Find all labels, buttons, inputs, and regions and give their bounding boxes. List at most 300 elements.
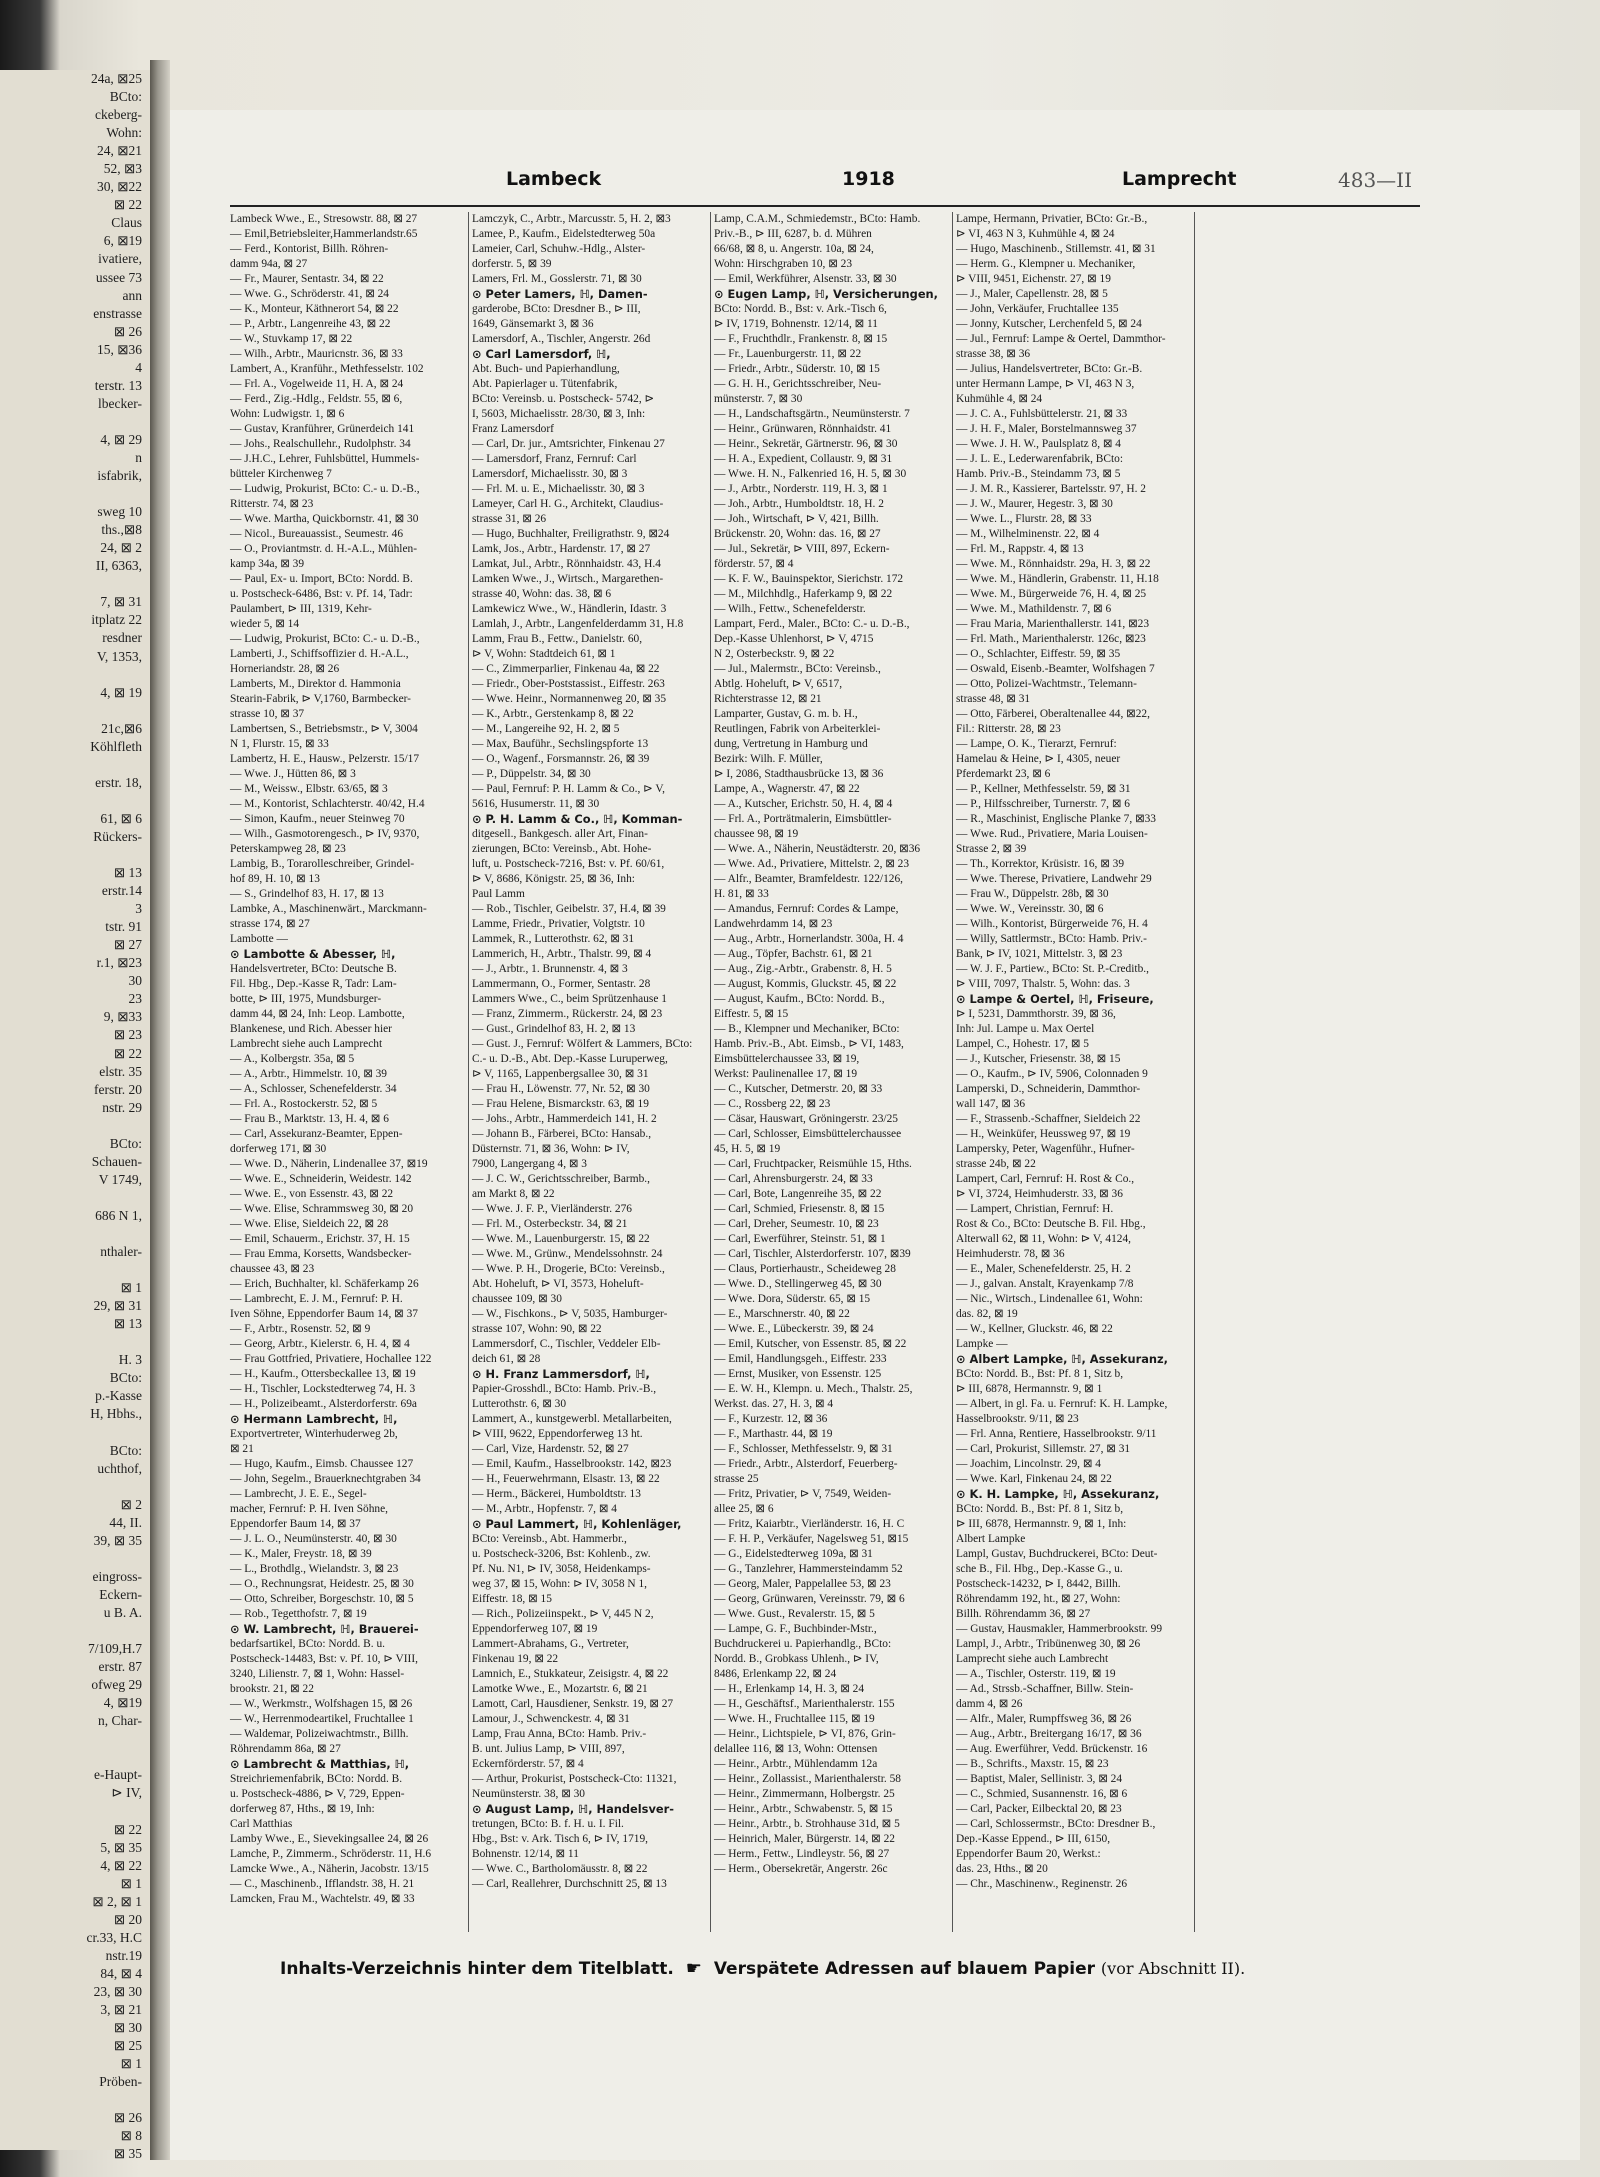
directory-entry-line: — Hugo, Kaufm., Eimsb. Chaussee 127 — [230, 1458, 414, 1470]
directory-entry-line: Lampe, A., Wagnerstr. 47, ⊠ 22 — [714, 783, 860, 795]
directory-entry-line: — Fritz, Kaiarbtr., Vierländerstr. 16, H. C — [714, 1518, 905, 1530]
directory-entry-line: — E., Maler, Schenefelderstr. 25, H. 2 — [956, 1263, 1131, 1275]
left-page-line: elstr. 35 — [99, 1063, 142, 1079]
directory-entry-line: allee 25, ⊠ 6 — [714, 1503, 774, 1515]
left-page-line: ofweg 29 — [91, 1677, 142, 1693]
directory-entry-line: — Max, Bauführ., Sechslingspforte 13 — [472, 738, 649, 750]
directory-entry-line: am Markt 8, ⊠ 22 — [472, 1188, 555, 1200]
directory-entry-line: Paulambert, ⊳ III, 1319, Kehr- — [230, 603, 372, 615]
left-page-line: 30, ⊠22 — [96, 179, 142, 195]
directory-entry-line: — M., Wilhelminenstr. 22, ⊠ 4 — [956, 528, 1100, 540]
left-page-line: resdner — [102, 630, 142, 646]
left-page-line: ⊳ IV, — [111, 1785, 142, 1801]
directory-entry-line: dung, Vertretung in Hamburg und — [714, 738, 868, 750]
directory-entry-line: Abtlg. Hoheluft, ⊳ V, 6517, — [714, 678, 843, 690]
directory-entry-line: chaussee 109, ⊠ 30 — [472, 1293, 562, 1305]
directory-entry-line: — J. L. E., Lederwarenfabrik, BCto: — [956, 453, 1124, 465]
directory-entry-line: Stearin-Fabrik, ⊳ V,1760, Barmbecker- — [230, 693, 411, 705]
left-page-line: 30 — [128, 973, 142, 989]
left-page-line: 23, ⊠ 30 — [93, 1983, 142, 1999]
directory-entry-line: Landwehrdamm 14, ⊠ 23 — [714, 918, 833, 930]
directory-entry-line: Heimhuderstr. 78, ⊠ 36 — [956, 1248, 1065, 1260]
directory-entry-line: — Heinr., Arbtr., Mühlendamm 12a — [714, 1758, 878, 1770]
directory-entry-line: kamp 34a, ⊠ 39 — [230, 558, 305, 570]
directory-entry-line: Werkst: Paulinenallee 17, ⊠ 19 — [714, 1068, 858, 1080]
directory-entry-line: — Frau H., Löwenstr. 77, Nr. 52, ⊠ 30 — [472, 1083, 650, 1095]
directory-entry-line: — F., Strassenb.-Schaffner, Sieldeich 22 — [956, 1113, 1141, 1125]
directory-entry-line: 8486, Erlenkamp 22, ⊠ 24 — [714, 1668, 837, 1680]
directory-entry-line: Lampersky, Peter, Wagenführ., Hufner- — [956, 1143, 1135, 1155]
directory-entry-line: — Emil, Werkführer, Alsenstr. 33, ⊠ 30 — [714, 273, 897, 285]
directory-entry-line: Handelsvertreter, BCto: Deutsche B. — [230, 963, 397, 975]
directory-entry-line: — Wwe. M., Grünw., Mendelssohnstr. 24 — [472, 1248, 663, 1260]
left-page-line: ⊠ 25 — [113, 2038, 142, 2054]
directory-firm-entry: ⊙ Lambrecht & Matthias, ℍ, — [230, 1757, 410, 1771]
directory-entry-line: ⊳ VIII, 9451, Eichenstr. 27, ⊠ 19 — [956, 273, 1111, 285]
directory-entry-line: Lampl, Gustav, Buchdruckerei, BCto: Deut- — [956, 1548, 1158, 1560]
directory-entry-line: Lammermann, O., Former, Sentastr. 28 — [472, 978, 651, 990]
directory-entry-line: — Carl, Ahrensburgerstr. 24, ⊠ 33 — [714, 1173, 873, 1185]
directory-entry-line: Eiffestr. 5, ⊠ 15 — [714, 1008, 789, 1020]
directory-entry-line: — M., Arbtr., Hopfenstr. 7, ⊠ 4 — [472, 1503, 617, 1515]
directory-entry-line: — K., Monteur, Käthnerort 54, ⊠ 22 — [230, 303, 399, 315]
directory-entry-line: — Wilh., Kontorist, Bürgerweide 76, H. 4 — [956, 918, 1148, 930]
directory-entry-line: Eppendorferweg 107, ⊠ 19 — [472, 1623, 598, 1635]
left-page-line: r.1, ⊠23 — [96, 955, 142, 971]
directory-entry-line: Lambertsen, S., Betriebsmstr., ⊳ V, 3004 — [230, 723, 418, 735]
directory-entry-line: brookstr. 21, ⊠ 22 — [230, 1683, 314, 1695]
directory-entry-line: Exportvertreter, Winterhuderweg 2b, — [230, 1428, 398, 1440]
left-page-line: II, 6363, — [95, 558, 142, 574]
directory-entry-line: Röhrendamm 192, ht., ⊠ 27, Wohn: — [956, 1593, 1121, 1605]
directory-entry-line: Lampke — — [956, 1338, 1008, 1350]
left-page-line: 29, ⊠ 31 — [93, 1298, 142, 1314]
directory-entry-line: — H., Feuerwehrmann, Elsastr. 13, ⊠ 22 — [472, 1473, 660, 1485]
column-divider — [468, 212, 469, 1932]
directory-entry-line: — Frau Helene, Bismarckstr. 63, ⊠ 19 — [472, 1098, 649, 1110]
directory-entry-line: ⊳ VIII, 7097, Thalstr. 5, Wohn: das. 3 — [956, 978, 1130, 990]
left-page-line: 61, ⊠ 6 — [100, 810, 142, 826]
directory-entry-line: — Aug. Ewerführer, Vedd. Brückenstr. 16 — [956, 1743, 1148, 1755]
directory-entry-line: Lambeck Wwe., E., Stresowstr. 88, ⊠ 27 — [230, 213, 418, 225]
directory-entry-line: u. Postscheck-4886, ⊳ V, 729, Eppen- — [230, 1788, 405, 1800]
directory-entry-line: — J. C. A., Fuhlsbüttelerstr. 21, ⊠ 33 — [956, 408, 1128, 420]
directory-entry-line: — Friedr., Arbtr., Alsterdorf, Feuerberg- — [714, 1458, 898, 1470]
directory-entry-line: Lampert, Carl, Fernruf: H. Rost & Co., — [956, 1173, 1135, 1185]
left-page-line: 9, ⊠33 — [103, 1009, 142, 1025]
directory-entry-line: luft, u. Postscheck-7216, Bst: v. Pf. 60/61, — [472, 858, 665, 870]
left-page-line — [0, 792, 150, 810]
directory-entry-line: Lamnich, E., Stukkateur, Zeisigstr. 4, ⊠ 22 — [472, 1668, 669, 1680]
directory-entry-line: — O., Proviantmstr. d. H.-A.L., Mühlen- — [230, 543, 417, 555]
directory-entry-line: — Joh., Wirtschaft, ⊳ V, 421, Billh. — [714, 513, 879, 525]
directory-entry-line: Neumünsterstr. 38, ⊠ 30 — [472, 1788, 585, 1800]
left-page-line — [0, 1333, 150, 1351]
directory-entry-line: — Lamersdorf, Franz, Fernruf: Carl — [472, 453, 637, 465]
directory-entry-line: — Joh., Arbtr., Humboldtstr. 18, H. 2 — [714, 498, 884, 510]
directory-entry-line: Lameier, Carl, Schuhw.-Hdlg., Alster- — [472, 243, 646, 255]
column-divider — [710, 212, 711, 1932]
directory-firm-entry: ⊙ Lambotte & Abesser, ℍ, — [230, 947, 396, 961]
directory-entry-line: — Frau W., Düppelstr. 28b, ⊠ 30 — [956, 888, 1109, 900]
directory-entry-line: — Ludwig, Prokurist, BCto: C.- u. D.-B., — [230, 633, 420, 645]
directory-entry-line: Buchdruckerei u. Papierhandlg., BCto: — [714, 1638, 892, 1650]
directory-entry-line: — Carl, Schmied, Friesenstr. 8, ⊠ 15 — [714, 1203, 885, 1215]
left-page-line: erstr. 87 — [98, 1659, 142, 1675]
directory-entry-line: — Paul, Ex- u. Import, BCto: Nordd. B. — [230, 573, 413, 585]
directory-entry-line: — J., Kutscher, Friesenstr. 38, ⊠ 15 — [956, 1053, 1121, 1065]
directory-entry-line: — J. L. O., Neumünsterstr. 40, ⊠ 30 — [230, 1533, 397, 1545]
directory-entry-line: I, 5603, Michaelisstr. 28/30, ⊠ 3, Inh: — [472, 408, 646, 420]
directory-entry-line: Dep.-Kasse Eppend., ⊳ III, 6150, — [956, 1833, 1111, 1845]
header-last-entry: Lamprecht — [1122, 168, 1237, 190]
directory-entry-line: — J. M. R., Kassierer, Bartelsstr. 97, H. 2 — [956, 483, 1147, 495]
directory-entry-line: — J. W., Maurer, Hegestr. 3, ⊠ 30 — [956, 498, 1113, 510]
directory-entry-line: Streichriemenfabrik, BCto: Nordd. B. — [230, 1773, 403, 1785]
directory-entry-line: — O., Schlachter, Eiffestr. 59, ⊠ 35 — [956, 648, 1121, 660]
directory-entry-line: — Rob., Tegetthofstr. 7, ⊠ 19 — [230, 1608, 367, 1620]
directory-entry-line: — Emil, Schauerm., Erichstr. 37, H. 15 — [230, 1233, 410, 1245]
directory-entry-line: ⊳ V, 1165, Lappenbergsallee 30, ⊠ 31 — [472, 1068, 649, 1080]
left-page-line — [0, 1622, 150, 1640]
directory-entry-line: Lammek, R., Lutterothstr. 62, ⊠ 31 — [472, 933, 635, 945]
directory-entry-line: — Emil, Kutscher, von Essenstr. 85, ⊠ 22 — [714, 1338, 907, 1350]
directory-entry-line: — Wilh., Gasmotorengesch., ⊳ IV, 9370, — [230, 828, 420, 840]
left-page-line: enstrasse — [93, 305, 142, 321]
directory-entry-line: Fil.: Ritterstr. 28, ⊠ 23 — [956, 723, 1061, 735]
directory-entry-line: Eimsbüttelerchaussee 33, ⊠ 19, — [714, 1053, 860, 1065]
directory-entry-line: — H., Geschäftsf., Marienthalerstr. 155 — [714, 1698, 895, 1710]
directory-entry-line: — Waldemar, Polizeiwachtmstr., Billh. — [230, 1728, 409, 1740]
directory-entry-line: — F., Schlosser, Methfesselstr. 9, ⊠ 31 — [714, 1443, 893, 1455]
directory-entry-line: — Franz, Zimmerm., Rückerstr. 24, ⊠ 23 — [472, 1008, 663, 1020]
directory-column-5 — [1198, 212, 1424, 1942]
directory-entry-line: Inh: Jul. Lampe u. Max Oertel — [956, 1023, 1095, 1035]
directory-entry-line: Lamp, Frau Anna, BCto: Hamb. Priv.- — [472, 1728, 647, 1740]
directory-entry-line: — A., Tischler, Osterstr. 119, ⊠ 19 — [956, 1668, 1116, 1680]
directory-entry-line: — Frl. M. u. E., Michaelisstr. 30, ⊠ 3 — [472, 483, 645, 495]
directory-entry-line: — Lampe, G. F., Buchbinder-Mstr., — [714, 1623, 877, 1635]
directory-entry-line: Eiffestr. 18, ⊠ 15 — [472, 1593, 552, 1605]
left-page-line: ⊠ 30 — [113, 2020, 142, 2036]
left-page-line — [0, 1803, 150, 1821]
directory-entry-line: tretungen, BCto: B. f. H. u. I. Fil. — [472, 1818, 624, 1830]
directory-entry-line: — Heinr., Zollassist., Marienthalerstr. 58 — [714, 1773, 901, 1785]
left-page-line: e-Haupt- — [94, 1767, 142, 1783]
left-page-line: 7/109,H.7 — [88, 1641, 142, 1657]
column-divider — [1194, 212, 1195, 1932]
directory-entry-line: — Carl, Dr. jur., Amtsrichter, Finkenau 27 — [472, 438, 665, 450]
directory-entry-line: delallee 116, ⊠ 13, Wohn: Ottensen — [714, 1743, 878, 1755]
directory-entry-line: Lamlah, J., Arbtr., Langenfelderdamm 31, H.8 — [472, 618, 684, 630]
directory-entry-line: zierungen, BCto: Vereinsb., Abt. Hohe- — [472, 843, 652, 855]
directory-entry-line: Wohn: Ludwigstr. 1, ⊠ 6 — [230, 408, 345, 420]
directory-entry-line: — Otto, Schreiber, Borgeschstr. 10, ⊠ 5 — [230, 1593, 414, 1605]
directory-entry-line: Pferdemarkt 23, ⊠ 6 — [956, 768, 1051, 780]
directory-entry-line: BCto: Nordd. B., Bst: Pf. 8 1, Sitz b, — [956, 1503, 1124, 1515]
page-header — [230, 168, 1430, 202]
directory-entry-line: strasse 40, Wohn: das. 38, ⊠ 6 — [472, 588, 612, 600]
left-page-line: Rückers- — [93, 828, 142, 844]
directory-entry-line: — Wwe. M., Händlerin, Grabenstr. 11, H.18 — [956, 573, 1159, 585]
left-page-line: H, Hbhs., — [90, 1406, 142, 1422]
directory-entry-line: Wohn: Hirschgraben 10, ⊠ 23 — [714, 258, 853, 270]
directory-entry-line: — Wwe. P. H., Drogerie, BCto: Vereinsb., — [472, 1263, 665, 1275]
directory-entry-line: — Joachim, Lincolnstr. 29, ⊠ 4 — [956, 1458, 1101, 1470]
directory-entry-line: Düsternstr. 71, ⊠ 36, Wohn: ⊳ IV, — [472, 1143, 630, 1155]
left-page-line — [0, 485, 150, 503]
directory-entry-line: — John, Verkäufer, Fruchtallee 135 — [956, 303, 1119, 315]
directory-entry-line: — M., Langereihe 92, H. 2, ⊠ 5 — [472, 723, 620, 735]
directory-entry-line: garderobe, BCto: Dresdner B., ⊳ III, — [472, 303, 641, 315]
left-page-line: Claus — [111, 215, 142, 231]
directory-entry-line: Lamby Wwe., E., Sievekingsallee 24, ⊠ 26 — [230, 1833, 429, 1845]
directory-entry-line: Horneriandstr. 28, ⊠ 26 — [230, 663, 340, 675]
directory-entry-line: — W., Fischkons., ⊳ V, 5035, Hamburger- — [472, 1308, 668, 1320]
directory-entry-line: strasse 174, ⊠ 27 — [230, 918, 310, 930]
left-page-line: 52, ⊠3 — [103, 161, 142, 177]
directory-entry-line: — Wwe. E., Lübeckerstr. 39, ⊠ 24 — [714, 1323, 874, 1335]
directory-entry-line: — Herm. G., Klempner u. Mechaniker, — [956, 258, 1136, 270]
directory-entry-line: ⊳ III, 6878, Hermannstr. 9, ⊠ 1 — [956, 1383, 1103, 1395]
directory-entry-line: Hbg., Bst: v. Ark. Tisch 6, ⊳ IV, 1719, — [472, 1833, 649, 1845]
directory-entry-line: — K. F. W., Bauinspektor, Sierichstr. 172 — [714, 573, 904, 585]
page-fold — [150, 60, 170, 2160]
left-page-line: ivatiere, — [98, 251, 142, 267]
directory-entry-line: — Ferd., Kontorist, Billh. Röhren- — [230, 243, 389, 255]
directory-entry-line: — Fritz, Privatier, ⊳ V, 7549, Weiden- — [714, 1488, 892, 1500]
directory-entry-line: — Erich, Buchhalter, kl. Schäferkamp 26 — [230, 1278, 419, 1290]
directory-entry-line: — Paul, Fernruf: P. H. Lamm & Co., ⊳ V, — [472, 783, 665, 795]
directory-entry-line: — Wilh., Arbtr., Mauricnstr. 36, ⊠ 33 — [230, 348, 403, 360]
left-page-line: ⊠ 2 — [120, 1496, 142, 1512]
directory-entry-line: strasse 38, ⊠ 36 — [956, 348, 1031, 360]
directory-entry-line: BCto: Vereinsb. u. Postscheck- 5742, ⊳ — [472, 393, 655, 405]
directory-entry-line: — Nic., Wirtsch., Lindenallee 61, Wohn: — [956, 1293, 1143, 1305]
left-page-line: 6, ⊠19 — [103, 233, 142, 249]
directory-entry-line: — Chr., Maschinenw., Reginenstr. 26 — [956, 1878, 1128, 1890]
left-page-line: ⊠ 20 — [113, 1911, 142, 1927]
left-page-line: 44, II. — [109, 1514, 142, 1530]
directory-entry-line: Fil. Hbg., Dep.-Kasse R, Tadr: Lam- — [230, 978, 397, 990]
left-page-line: BCto: — [109, 1442, 142, 1458]
directory-entry-line: Postscheck-14483, Bst: v. Pf. 10, ⊳ VIII, — [230, 1653, 418, 1665]
directory-entry-line: BCto: Nordd. B., Bst: v. Ark.-Tisch 6, — [714, 303, 887, 315]
directory-entry-line: dorferweg 87, Hths., ⊠ 19, Inh: — [230, 1803, 375, 1815]
left-page-line: ⊠ 8 — [120, 2128, 142, 2144]
left-page-line: 3 — [135, 901, 142, 917]
left-page-line: uchthof, — [97, 1460, 142, 1476]
directory-entry-line: Lameyer, Carl H. G., Architekt, Claudius- — [472, 498, 664, 510]
directory-entry-line: — Johann B., Färberei, BCto: Hansab., — [472, 1128, 652, 1140]
left-page-line: ⊠ 35 — [113, 2146, 142, 2162]
directory-entry-line: — Jul., Fernruf: Lampe & Oertel, Dammthor- — [956, 333, 1166, 345]
left-page-line: cr.33, H.C — [86, 1929, 142, 1945]
directory-entry-line: — Oswald, Eisenb.-Beamter, Wolfshagen 7 — [956, 663, 1155, 675]
left-page-line — [0, 1748, 150, 1766]
directory-entry-line: — H., Tischler, Lockstedterweg 74, H. 3 — [230, 1383, 416, 1395]
directory-entry-line: — Carl, Ewerführer, Steinstr. 51, ⊠ 1 — [714, 1233, 886, 1245]
directory-firm-entry: ⊙ August Lamp, ℍ, Handelsver- — [472, 1802, 674, 1816]
directory-entry-line: — J., Maler, Capellenstr. 28, ⊠ 5 — [956, 288, 1108, 300]
left-page-line: Wohn: — [106, 125, 142, 141]
directory-entry-line: Billh. Röhrendamm 36, ⊠ 27 — [956, 1608, 1091, 1620]
directory-entry-line: — Amandus, Fernruf: Cordes & Lampe, — [714, 903, 899, 915]
directory-entry-line: — Georg, Arbtr., Kielerstr. 6, H. 4, ⊠ 4 — [230, 1338, 410, 1350]
directory-entry-line: — F., Marthastr. 44, ⊠ 19 — [714, 1428, 833, 1440]
directory-entry-line: Abt. Papierlager u. Tütenfabrik, — [472, 378, 618, 390]
directory-entry-line: deich 61, ⊠ 28 — [472, 1353, 541, 1365]
directory-entry-line: — A., Kutscher, Erichstr. 50, H. 4, ⊠ 4 — [714, 798, 893, 810]
footer-section-note: (vor Abschnitt II). — [1100, 1959, 1246, 1978]
directory-entry-line: Eppendorfer Baum 14, ⊠ 37 — [230, 1518, 361, 1530]
directory-entry-line: N 1, Flurstr. 15, ⊠ 33 — [230, 738, 329, 750]
directory-entry-line: — Frl. A., Vogelweide 11, H. A, ⊠ 24 — [230, 378, 404, 390]
directory-entry-line: macher, Fernruf: P. H. Iven Söhne, — [230, 1503, 389, 1515]
directory-entry-line: unter Hermann Lampe, ⊳ VI, 463 N 3, — [956, 378, 1135, 390]
directory-entry-line: — J., Arbtr., 1. Brunnenstr. 4, ⊠ 3 — [472, 963, 628, 975]
directory-entry-line: — Frl. M., Osterbeckstr. 34, ⊠ 21 — [472, 1218, 628, 1230]
directory-entry-line: — Gustav, Kranführer, Grünerdeich 141 — [230, 423, 415, 435]
directory-firm-entry: ⊙ H. Franz Lammersdorf, ℍ, — [472, 1367, 650, 1381]
directory-entry-line: — Nicol., Bureauassist., Seumestr. 46 — [230, 528, 404, 540]
directory-entry-line: Lamcken, Frau M., Wachtelstr. 49, ⊠ 33 — [230, 1893, 415, 1905]
directory-entry-line: — Wwe. G., Schröderstr. 41, ⊠ 24 — [230, 288, 389, 300]
directory-entry-line: BCto: Vereinsb., Abt. Hammerbr., — [472, 1533, 627, 1545]
directory-entry-line: Nordd. B., Grobkass Uhlenh., ⊳ IV, — [714, 1653, 879, 1665]
directory-entry-line: Lammert-Abrahams, G., Vertreter, — [472, 1638, 629, 1650]
directory-entry-line: Ritterstr. 74, ⊠ 23 — [230, 498, 314, 510]
directory-entry-line: strasse 24b, ⊠ 22 — [956, 1158, 1036, 1170]
directory-entry-line: ⊳ V, Wohn: Stadtdeich 61, ⊠ 1 — [472, 648, 616, 660]
left-page-line — [0, 1225, 150, 1243]
directory-entry-line: — E. W. H., Klempn. u. Mech., Thalstr. 25, — [714, 1383, 913, 1395]
directory-entry-line: — J.H.C., Lehrer, Fuhlsbüttel, Hummels- — [230, 453, 420, 465]
left-page-fragment — [0, 70, 152, 2162]
left-page-line — [0, 2091, 150, 2109]
directory-entry-line: das. 82, ⊠ 19 — [956, 1308, 1018, 1320]
left-page-line: ⊠ 26 — [113, 2110, 142, 2126]
directory-entry-line: wall 147, ⊠ 36 — [956, 1098, 1026, 1110]
directory-entry-line: Alterwall 62, ⊠ 11, Wohn: ⊳ V, 4124, — [956, 1233, 1132, 1245]
left-page-line: 3, ⊠ 21 — [100, 2002, 142, 2018]
directory-entry-line: B. unt. Julius Lamp, ⊳ VIII, 897, — [472, 1743, 625, 1755]
directory-entry-line: strasse 31, ⊠ 26 — [472, 513, 547, 525]
directory-entry-line: — Lampe, O. K., Tierarzt, Fernruf: — [956, 738, 1117, 750]
left-page-line: ⊠ 22 — [113, 1045, 142, 1061]
left-page-line: ⊠ 22 — [113, 197, 142, 213]
directory-column-2 — [472, 212, 698, 1942]
directory-entry-line: Priv.-B., ⊳ III, 6287, b. d. Mühren — [714, 228, 872, 240]
directory-entry-line: — M., Weissw., Elbstr. 63/65, ⊠ 3 — [230, 783, 388, 795]
directory-entry-line: — J., Arbtr., Norderstr. 119, H. 3, ⊠ 1 — [714, 483, 888, 495]
directory-entry-line: Paul Lamm — [472, 888, 525, 900]
directory-entry-line: — Frau Gottfried, Privatiere, Hochallee 122 — [230, 1353, 432, 1365]
directory-entry-line: — W., Herrenmodeartikel, Fruchtallee 1 — [230, 1713, 414, 1725]
left-page-line: 24a, ⊠25 — [90, 71, 142, 86]
directory-entry-line: — Emil, Kaufm., Hasselbrookstr. 142, ⊠23 — [472, 1458, 672, 1470]
directory-entry-line: — L., Brothdlg., Wielandstr. 3, ⊠ 23 — [230, 1563, 399, 1575]
directory-entry-line: — Aug., Arbtr., Hornerlandstr. 300a, H. 4 — [714, 933, 904, 945]
directory-entry-line: u. Postscheck-3206, Bst: Kohlenb., zw. — [472, 1548, 651, 1560]
directory-entry-line: Peterskampweg 28, ⊠ 23 — [230, 843, 346, 855]
directory-entry-line: — Ferd., Zig.-Hdlg., Feldstr. 55, ⊠ 6, — [230, 393, 403, 405]
directory-entry-line: — Wwe. J. H. W., Paulsplatz 8, ⊠ 4 — [956, 438, 1121, 450]
left-page-line: 4, ⊠19 — [103, 1695, 142, 1711]
directory-entry-line: — Lambrecht, E. J. M., Fernruf: P. H. — [230, 1293, 403, 1305]
left-page-line: ckeberg- — [95, 107, 142, 123]
directory-entry-line: — Wwe. J. F. P., Vierländerstr. 276 — [472, 1203, 632, 1215]
directory-entry-line: — C., Zimmerparlier, Finkenau 4a, ⊠ 22 — [472, 663, 660, 675]
left-page-line: 15, ⊠36 — [96, 341, 142, 357]
directory-entry-line: — M., Kontorist, Schlachterstr. 40/42, H.4 — [230, 798, 425, 810]
left-page-line: tstr. 91 — [105, 919, 142, 935]
directory-entry-line: Lambrecht siehe auch Lamprecht — [230, 1038, 383, 1050]
directory-entry-line: — Georg, Grünwaren, Vereinsstr. 79, ⊠ 6 — [714, 1593, 905, 1605]
directory-entry-line: chaussee 43, ⊠ 23 — [230, 1263, 315, 1275]
directory-entry-line: — Johs., Arbtr., Hammerdeich 141, H. 2 — [472, 1113, 657, 1125]
left-page-line: ⊠ 27 — [113, 937, 142, 953]
directory-entry-line: Carl Matthias — [230, 1818, 293, 1830]
left-page-line: nstr.19 — [105, 1947, 142, 1963]
directory-entry-line: damm 94a, ⊠ 27 — [230, 258, 308, 270]
directory-entry-line: münsterstr. 7, ⊠ 30 — [714, 393, 803, 405]
directory-entry-line: Lambke, A., Maschinenwärt., Marckmann- — [230, 903, 427, 915]
directory-entry-line: H. 81, ⊠ 33 — [714, 888, 769, 900]
directory-entry-line: Hasselbrookstr. 9/11, ⊠ 23 — [956, 1413, 1079, 1425]
directory-entry-line: — Carl, Schlossermstr., BCto: Dresdner B., — [956, 1818, 1156, 1830]
directory-entry-line: dorferweg 171, ⊠ 30 — [230, 1143, 327, 1155]
directory-entry-line: — J. H. F., Maler, Borstelmannsweg 37 — [956, 423, 1137, 435]
directory-firm-entry: ⊙ K. H. Lampke, ℍ, Assekuranz, — [956, 1487, 1160, 1501]
directory-entry-line: Lamche, P., Zimmerm., Schröderstr. 11, H.6 — [230, 1848, 432, 1860]
left-page-line: Pröben- — [99, 2074, 142, 2090]
header-year: 1918 — [842, 168, 895, 190]
directory-entry-line: Bezirk: Wilh. F. Müller, — [714, 753, 823, 765]
directory-entry-line: — Aug., Arbtr., Breitergang 16/17, ⊠ 36 — [956, 1728, 1142, 1740]
directory-entry-line: — Jul., Sekretär, ⊳ VIII, 897, Eckern- — [714, 543, 890, 555]
directory-entry-line: — W., Kellner, Gluckstr. 46, ⊠ 22 — [956, 1323, 1113, 1335]
directory-entry-line: strasse 107, Wohn: 90, ⊠ 22 — [472, 1323, 602, 1335]
directory-entry-line: — Th., Korrektor, Krüsistr. 16, ⊠ 39 — [956, 858, 1125, 870]
left-page-line: u B. A. — [103, 1604, 142, 1620]
directory-entry-line: Lamk, Jos., Arbtr., Hardenstr. 17, ⊠ 27 — [472, 543, 651, 555]
directory-entry-line: — Carl, Assekuranz-Beamter, Eppen- — [230, 1128, 403, 1140]
directory-entry-line: — P., Hilfsschreiber, Turnerstr. 7, ⊠ 6 — [956, 798, 1130, 810]
directory-entry-line: — Wwe. A., Näherin, Neustädterstr. 20, ⊠36 — [714, 843, 921, 855]
directory-entry-line: — Willy, Sattlermstr., BCto: Hamb. Priv.- — [956, 933, 1147, 945]
directory-entry-line: — Wwe. Heinr., Normannenweg 20, ⊠ 35 — [472, 693, 667, 705]
directory-entry-line: Bank, ⊳ IV, 1021, Mittelstr. 3, ⊠ 23 — [956, 948, 1123, 960]
directory-entry-line: Lampart, Ferd., Maler., BCto: C.- u. D.-B., — [714, 618, 910, 630]
directory-entry-line: — Carl, Reallehrer, Durchschnitt 25, ⊠ 13 — [472, 1878, 667, 1890]
directory-entry-line: — O., Kaufm., ⊳ IV, 5906, Colonnaden 9 — [956, 1068, 1148, 1080]
left-page-line — [0, 1117, 150, 1135]
directory-entry-line: — Wwe. D., Stellingerweg 45, ⊠ 30 — [714, 1278, 882, 1290]
directory-entry-line: — Johs., Realschullehr., Rudolphstr. 34 — [230, 438, 411, 450]
directory-entry-line: — C., Maschinenb., Ifflandstr. 38, H. 21 — [230, 1878, 415, 1890]
left-page-line: ussee 73 — [95, 269, 142, 285]
directory-entry-line: Papier-Grosshdl., BCto: Hamb. Priv.-B., — [472, 1383, 657, 1395]
directory-entry-line: — Julius, Handelsvertreter, BCto: Gr.-B. — [956, 363, 1143, 375]
left-page-line: H. 3 — [118, 1352, 142, 1368]
left-page-line: V 1749, — [98, 1171, 142, 1187]
left-page-line: ths.,⊠8 — [101, 522, 142, 538]
directory-entry-line: — W., Stuvkamp 17, ⊠ 22 — [230, 333, 353, 345]
directory-entry-line: — S., Grindelhof 83, H. 17, ⊠ 13 — [230, 888, 384, 900]
left-page-line: BCto: — [109, 89, 142, 105]
directory-entry-line: ⊳ I, 2086, Stadthausbrücke 13, ⊠ 36 — [714, 768, 884, 780]
